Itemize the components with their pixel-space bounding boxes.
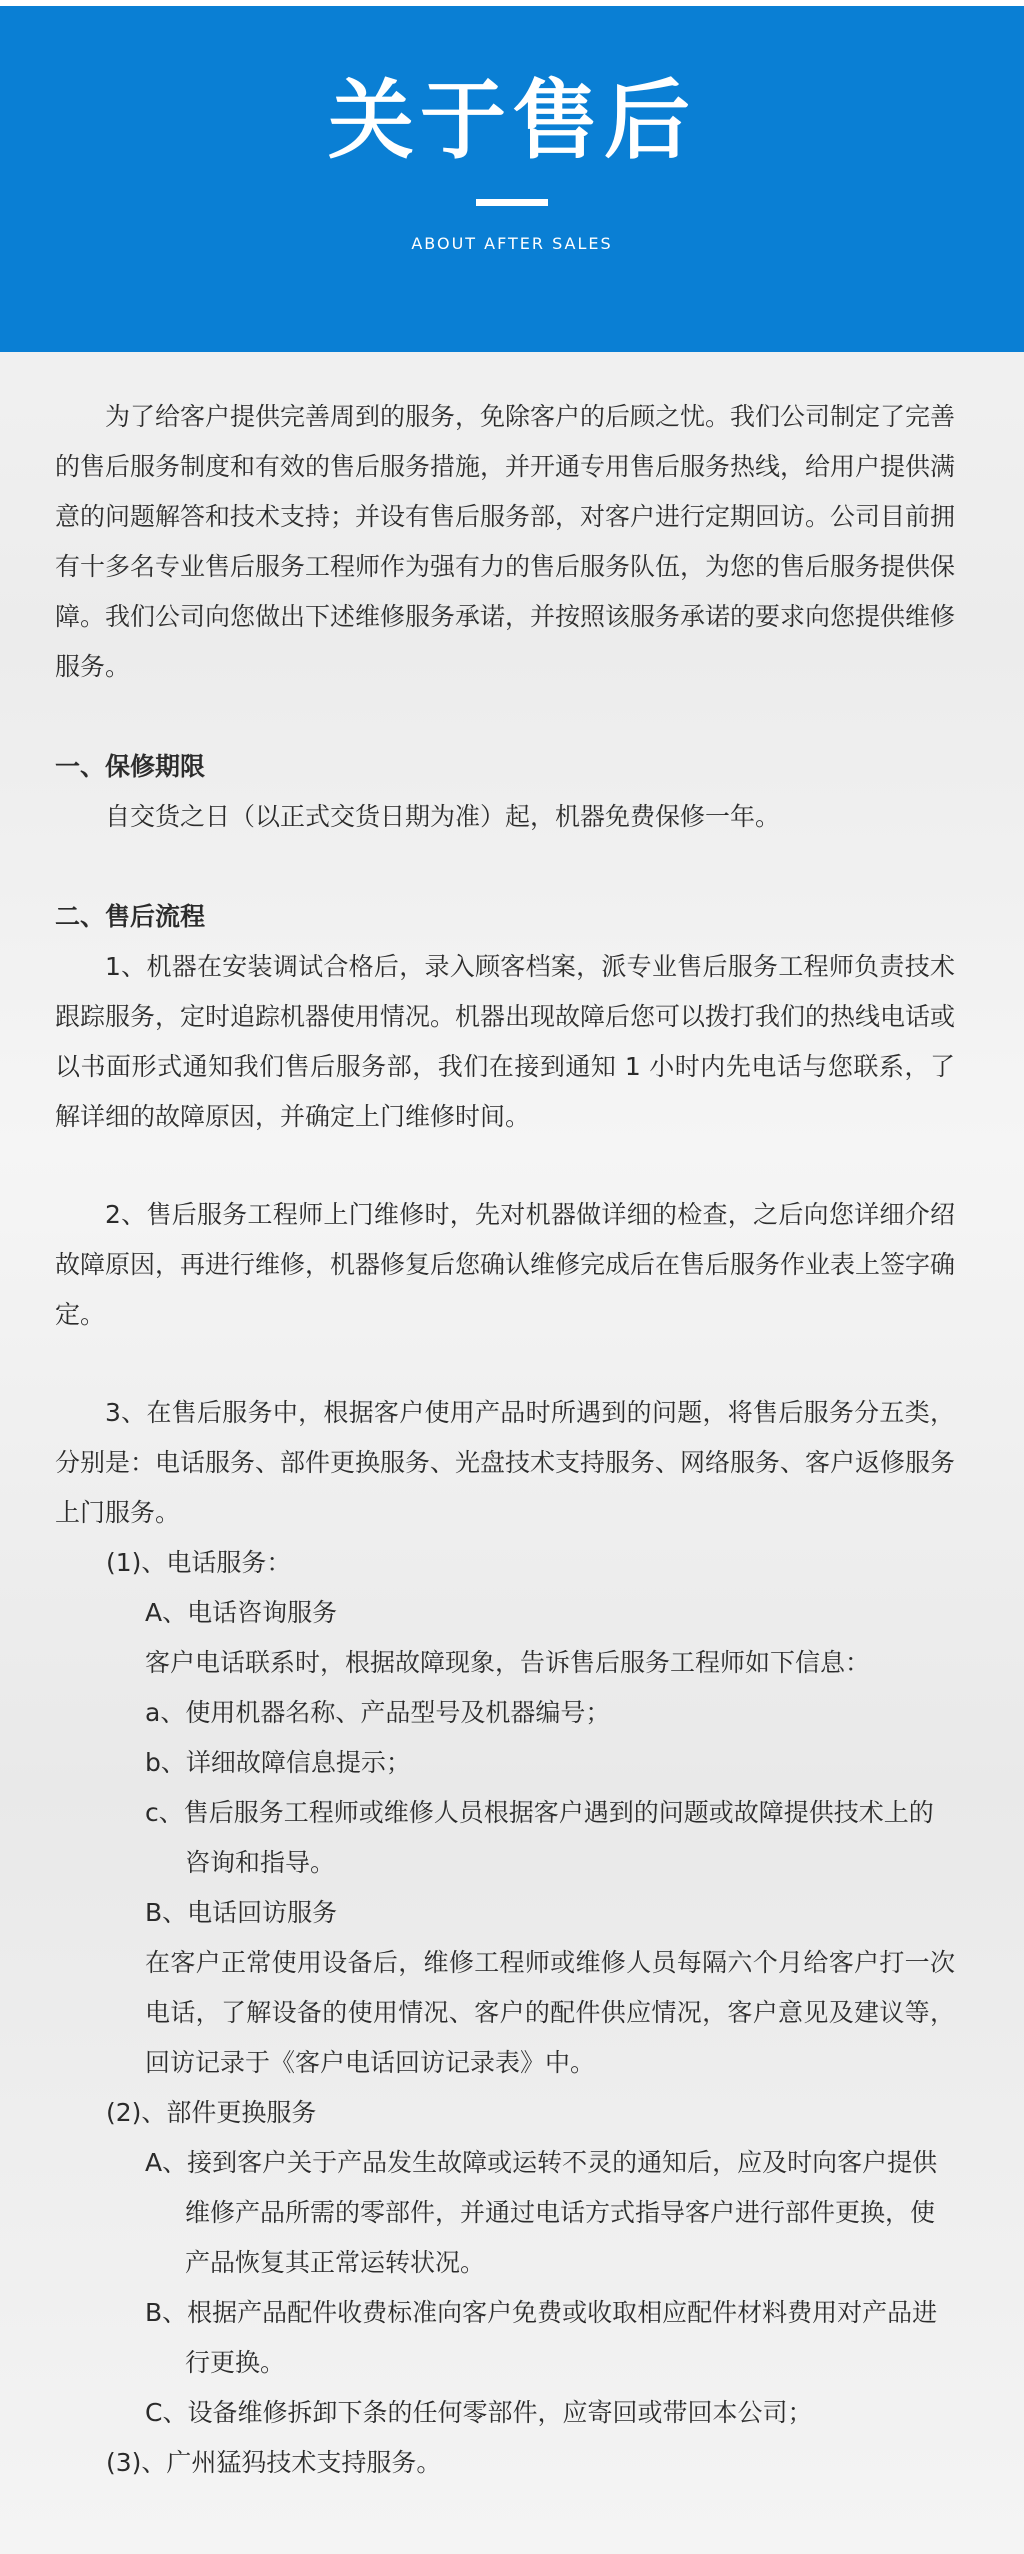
tech-support-title: (3)、广州猛犸技术支持服务。 — [106, 2448, 442, 2477]
list-item: B、根据产品配件收费标准向客户免费或收取相应配件材料费用对产品进行更换。 — [145, 2298, 938, 2377]
page-subtitle: ABOUT AFTER SALES — [411, 234, 613, 253]
process-paragraph-1: 1、机器在安装调试合格后，录入顾客档案，派专业售后服务工程师负责技术跟踪服务，定时追踪机器使用情况。机器出现故障后您可以拨打我们的热线电话或以书面形式通知我们售后服务部，我们在接到通知 1 小时内先电话与您联系，了解详细的故障原因，并确定上门维修时间。 — [55, 952, 956, 1131]
spacer — [55, 692, 955, 742]
list-item: b、详细故障信息提示； — [145, 1748, 411, 1777]
title-underline — [476, 199, 548, 206]
process-paragraph-2: 2、售后服务工程师上门维修时，先对机器做详细的检查，之后向您详细介绍故障原因，再进行维修，机器修复后您确认维修完成后在售后服务作业表上签字确定。 — [55, 1200, 956, 1329]
header-banner — [0, 6, 1024, 352]
phone-service-title: (1)、电话服务： — [106, 1548, 292, 1577]
list-item: a、使用机器名称、产品型号及机器编号； — [145, 1698, 611, 1727]
phone-followup-desc: 在客户正常使用设备后，维修工程师或维修人员每隔六个月给客户打一次电话，了解设备的使用情况、客户的配件供应情况，客户意见及建议等，回访记录于《客户电话回访记录表》中。 — [145, 1948, 955, 2077]
spacer — [55, 1340, 955, 1388]
list-item: C、设备维修拆卸下条的任何零部件，应寄回或带回本公司； — [145, 2398, 813, 2427]
list-item: c、售后服务工程师或维修人员根据客户遇到的问题或故障提供技术上的咨询和指导。 — [145, 1798, 934, 1877]
section-heading-process: 二、售后流程 — [55, 902, 206, 931]
section-heading-warranty: 一、保修期限 — [55, 752, 206, 781]
parts-service-title: (2)、部件更换服务 — [106, 2098, 317, 2127]
spacer — [55, 1142, 955, 1190]
list-item: A、接到客户关于产品发生故障或运转不灵的通知后，应及时向客户提供维修产品所需的零部件，并通过电话方式指导客户进行部件更换，使产品恢复其正常运转状况。 — [145, 2148, 938, 2277]
warranty-text: 自交货之日（以正式交货日期为准）起，机器免费保修一年。 — [105, 802, 781, 831]
phone-consult-title: A、电话咨询服务 — [145, 1598, 338, 1627]
article-body — [55, 392, 955, 2488]
page-title: 关于售后 — [328, 71, 696, 171]
phone-followup-title: B、电话回访服务 — [145, 1898, 338, 1927]
intro-paragraph: 为了给客户提供完善周到的服务，免除客户的后顾之忧。我们公司制定了完善的售后服务制度和有效的售后服务措施，并开通专用售后服务热线，给用户提供满意的问题解答和技术支持；并设有售后服务部，对客户进行定期回访。公司目前拥有十多名专业售后服务工程师作为强有力的售后服务队伍，为您的售后服务提供保障。我们公司向您做出下述维修服务承诺，并按照该服务承诺的要求向您提供维修服务。 — [55, 402, 956, 681]
process-paragraph-3: 3、在售后服务中，根据客户使用产品时所遇到的问题，将售后服务分五类，分别是：电话服务、部件更换服务、光盘技术支持服务、网络服务、客户返修服务上门服务。 — [55, 1398, 956, 1527]
phone-consult-desc: 客户电话联系时，根据故障现象，告诉售后服务工程师如下信息： — [145, 1648, 871, 1677]
spacer — [55, 842, 955, 892]
